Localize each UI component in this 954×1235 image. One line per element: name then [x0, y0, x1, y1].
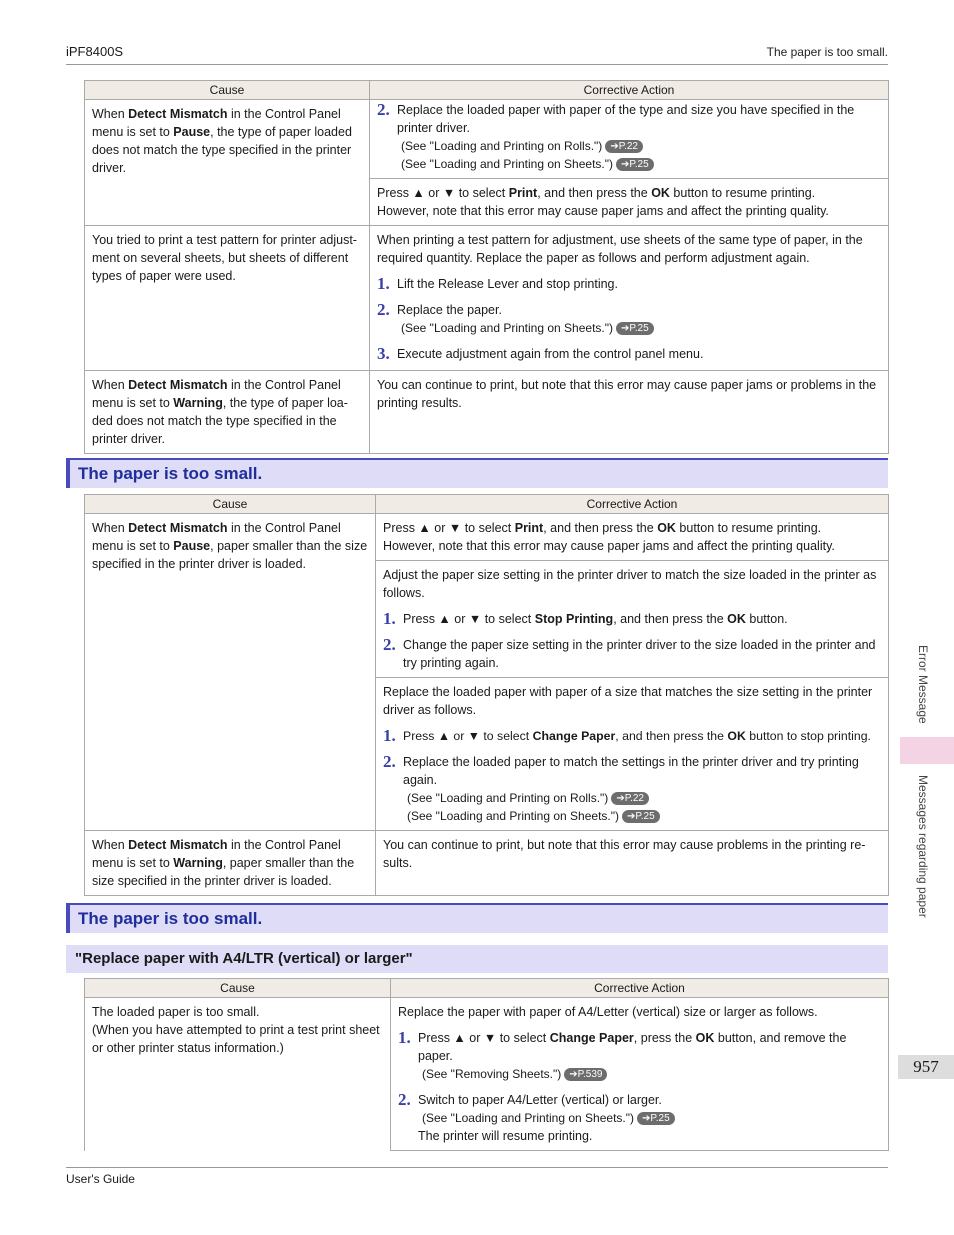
bold-term: OK: [651, 186, 670, 200]
action-cell: You can continue to print, but note that this error may cause paper jams or problems in the printing results.: [370, 371, 889, 454]
text-run: , paper smaller than the size specified in the printer driver is loaded.: [92, 856, 355, 888]
bold-term: Detect Mismatch: [128, 107, 228, 121]
header-rule: [66, 64, 888, 65]
cause-cell: The loaded paper is too small. (When you have attempted to print a test print sheet or other printer status information.): [85, 998, 391, 1151]
see-reference: (See "Removing Sheets."): [422, 1067, 562, 1081]
text-run: in the Control Panel menu is set to: [92, 521, 341, 553]
col-header-action: Corrective Action: [370, 81, 889, 100]
section-heading: [66, 903, 888, 933]
cause-cell: [85, 371, 370, 454]
text-run: When: [92, 107, 129, 121]
bold-term: Stop Printing: [534, 612, 614, 626]
text-run: Press ▲ or ▼ to select: [403, 612, 535, 626]
footer-guide: User's Guide: [66, 1172, 135, 1186]
bold-term: Detect Mismatch: [128, 521, 228, 535]
subsection-title: "Replace paper with A4/LTR (vertical) or larger": [75, 950, 413, 967]
page-link[interactable]: ➔P.25: [622, 810, 660, 823]
table-row: [85, 371, 889, 454]
text-run: button to stop printing.: [745, 729, 871, 743]
section-title: The paper is too small.: [78, 464, 263, 483]
col-header-action: Corrective Action: [376, 495, 889, 514]
action-cell: [376, 561, 889, 678]
page-link[interactable]: ➔P.25: [616, 322, 654, 335]
cause-cell: [85, 831, 376, 896]
cause-cell: [85, 514, 376, 831]
side-tab-messages-paper[interactable]: Messages regarding paper: [916, 775, 930, 918]
table-paper-mismatch: [84, 80, 889, 454]
action-cell: [376, 514, 889, 561]
text-run: button to resume printing.: [675, 521, 822, 535]
bold-term: Warning: [173, 856, 223, 870]
side-tab-error-message[interactable]: Error Message: [916, 645, 930, 724]
table-row: [85, 831, 889, 896]
step-number: 2.: [383, 752, 396, 771]
see-reference: (See "Loading and Printing on Sheets."): [401, 321, 613, 335]
action-text: Replace the paper with paper of A4/Letter (vertical) size or larger as follows.: [398, 1005, 818, 1019]
step-text: Lift the Release Lever and stop printing.: [397, 277, 618, 291]
see-reference: (See "Loading and Printing on Sheets."): [422, 1111, 634, 1125]
action-text: [383, 519, 881, 537]
cause-text: [92, 521, 367, 571]
action-cell: You can continue to print, but note that this error may cause problems in the printing re- sults.: [376, 831, 889, 896]
step-number: 3.: [377, 344, 390, 363]
side-tab-marker: [900, 737, 954, 764]
step-number: 1.: [383, 726, 396, 745]
text-run: button, and remove the paper.: [418, 1031, 847, 1063]
step-number: 1.: [398, 1028, 411, 1047]
action-cell: [370, 179, 889, 226]
bold-term: Detect Mismatch: [128, 838, 228, 852]
col-header-action: Corrective Action: [391, 979, 889, 998]
action-cell: [376, 678, 889, 831]
see-reference: (See "Loading and Printing on Sheets."): [407, 809, 619, 823]
bold-term: OK: [695, 1031, 715, 1045]
text-run: , and then press the: [615, 729, 728, 743]
bold-term: Warning: [173, 396, 223, 410]
see-reference: (See "Loading and Printing on Sheets."): [401, 157, 613, 171]
bold-term: Pause: [173, 539, 211, 553]
action-text: Adjust the paper size setting in the printer driver to match the size loaded in the printer as follows.: [383, 568, 877, 600]
step-number: 2.: [377, 100, 390, 119]
table-row: [85, 100, 889, 179]
text-run: Press ▲ or ▼ to select: [418, 1031, 550, 1045]
text-run: , paper smaller than the size specified in the printer driver is loaded.: [92, 539, 368, 571]
text-run: , and then press the: [613, 612, 728, 626]
bold-term: Detect Mismatch: [128, 378, 228, 392]
cause-text: [92, 378, 348, 446]
header-model: iPF8400S: [66, 44, 124, 59]
text-run: , press the: [633, 1031, 696, 1045]
bold-term: OK: [727, 612, 746, 626]
bold-term: Print: [514, 521, 544, 535]
step-text: Change the paper size setting in the printer driver to the size loaded in the printer and try printing again.: [403, 638, 876, 670]
bold-term: OK: [727, 729, 746, 743]
section-title: The paper is too small.: [78, 909, 263, 928]
step-text: Replace the loaded paper to match the settings in the printer driver and try printing again.: [403, 755, 859, 787]
cause-text: [92, 838, 354, 888]
bold-term: Change Paper: [549, 1031, 634, 1045]
table-replace-a4: [84, 978, 889, 1151]
text-run: in the Control Panel menu is set to: [92, 107, 341, 139]
text-run: , the type of paper loaded does not match the type specified in the printer driver.: [92, 125, 352, 175]
text-run: button.: [745, 612, 788, 626]
action-note: However, note that this error may cause paper jams and affect the printing quality.: [377, 204, 829, 218]
step-number: 1.: [377, 274, 390, 293]
text-run: When: [92, 521, 129, 535]
page-link[interactable]: ➔P.25: [616, 158, 654, 171]
action-text: [377, 184, 881, 202]
page-link[interactable]: ➔P.25: [637, 1112, 675, 1125]
bold-term: Change Paper: [532, 729, 616, 743]
page-link[interactable]: ➔P.22: [611, 792, 649, 805]
text-run: When: [92, 838, 129, 852]
text-run: , and then press the: [543, 521, 658, 535]
col-header-cause: Cause: [85, 495, 376, 514]
step-text: Switch to paper A4/Letter (vertical) or larger.: [418, 1093, 662, 1107]
step-number: 2.: [383, 635, 396, 654]
bold-term: Print: [508, 186, 538, 200]
step-text: [418, 1029, 881, 1065]
page-link[interactable]: ➔P.22: [605, 140, 643, 153]
table-row: [85, 514, 889, 561]
text-run: Press ▲ or ▼ to select: [377, 186, 509, 200]
table-row: [85, 226, 889, 371]
step-text: Replace the paper.: [397, 303, 502, 317]
text-run: Press ▲ or ▼ to select: [383, 521, 515, 535]
step-note: The printer will resume printing.: [418, 1129, 593, 1143]
table-paper-too-small: [84, 494, 889, 896]
step-number: 2.: [377, 300, 390, 319]
col-header-cause: Cause: [85, 979, 391, 998]
step-text: [403, 610, 881, 628]
step-text: Execute adjustment again from the control panel menu.: [397, 347, 704, 361]
action-text: When printing a test pattern for adjustment, use sheets of the same type of paper, in the required quantity. Replace the paper as follows and perform adjustment again.: [377, 233, 863, 265]
text-run: button to resume printing.: [669, 186, 816, 200]
text-run: in the Control Panel menu is set to: [92, 838, 341, 870]
cause-cell: [85, 100, 370, 226]
page-link[interactable]: ➔P.539: [564, 1068, 607, 1081]
text-run: Press ▲ or ▼ to select: [403, 729, 533, 743]
col-header-cause: Cause: [85, 81, 370, 100]
action-cell: [370, 226, 889, 371]
bold-term: OK: [657, 521, 676, 535]
table-row: [85, 998, 889, 1151]
bold-term: Pause: [173, 125, 211, 139]
cause-text: [92, 107, 352, 175]
see-reference: (See "Loading and Printing on Rolls."): [401, 139, 603, 153]
step-number: 1.: [383, 609, 396, 628]
subsection-heading: [66, 945, 888, 973]
step-text: Replace the loaded paper with paper of the type and size you have specified in the printer driver.: [397, 103, 855, 135]
text-run: in the Control Panel menu is set to: [92, 378, 341, 410]
cause-cell: You tried to print a test pattern for printer adjust- ment on several sheets, but sheets of different types of paper were used.: [85, 226, 370, 371]
text-run: , and then press the: [537, 186, 652, 200]
see-reference: (See "Loading and Printing on Rolls."): [407, 791, 609, 805]
action-cell: [391, 998, 889, 1151]
step-text: [403, 727, 881, 745]
section-heading: [66, 458, 888, 488]
text-run: When: [92, 378, 129, 392]
action-cell: [370, 100, 889, 179]
text-run: , the type of paper loa- ded does not match the type specified in the printer driver.: [92, 396, 348, 446]
header-section: The paper is too small.: [766, 45, 888, 59]
action-text: Replace the loaded paper with paper of a size that matches the size setting in the printer driver as follows.: [383, 685, 873, 717]
step-number: 2.: [398, 1090, 411, 1109]
footer-rule: [66, 1167, 888, 1168]
action-note: However, note that this error may cause paper jams and affect the printing quality.: [383, 539, 835, 553]
page-number: 957: [898, 1055, 954, 1079]
